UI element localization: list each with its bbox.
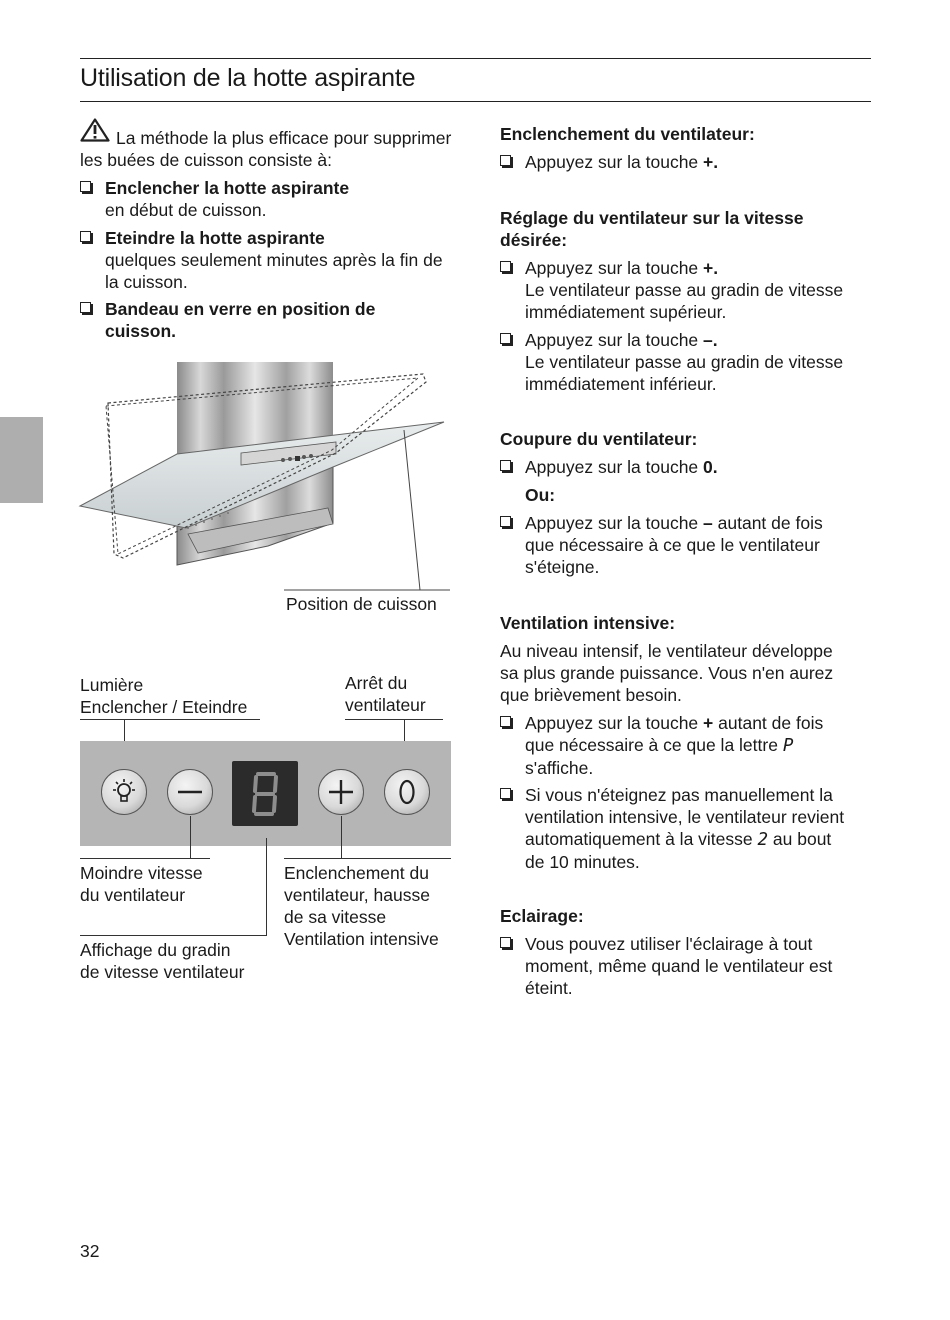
key-symbol: +.: [703, 258, 719, 278]
page-title: Utilisation de la hotte aspirante: [80, 64, 416, 92]
instruction-text: Le ventilateur passe au gradin de vitesse: [525, 352, 844, 372]
light-label-line: Enclencher / Eteindre: [80, 697, 248, 717]
instruction-text: Appuyez sur la touche: [525, 457, 704, 477]
tip-heading: Enclencher la hotte aspirante: [105, 178, 350, 198]
checkbox-icon: [500, 261, 511, 272]
instruction-item: [500, 933, 880, 999]
segment-glyph: P: [782, 736, 794, 756]
leader-line: [80, 858, 210, 859]
key-symbol: –.: [703, 330, 718, 350]
tip-heading: Bandeau en verre en position de cuisson.: [105, 299, 376, 341]
checkbox-icon: [500, 788, 511, 799]
top-rule: [80, 58, 871, 59]
instruction-text: au bout: [768, 829, 832, 849]
section-heading: Enclenchement du ventilateur:: [500, 124, 755, 144]
speed-display: [232, 761, 298, 826]
leader-line: [266, 838, 267, 936]
checkbox-icon: [80, 302, 91, 313]
instruction-text: Si vous n'éteignez pas manuellement la: [525, 785, 833, 805]
section-heading: [500, 207, 803, 251]
paragraph-line: Au niveau intensif, le ventilateur développe: [500, 641, 833, 661]
checkbox-icon: [500, 516, 511, 527]
checkbox-icon: [500, 937, 511, 948]
instruction-item: [500, 329, 880, 395]
off-label-line: Arrêt du: [345, 673, 408, 693]
instruction-text: s'éteigne.: [525, 557, 600, 577]
tip-text: quelques seulement minutes après la fin de la cuisson.: [105, 250, 443, 292]
key-symbol: +.: [703, 152, 719, 172]
plus-label-line: Ventilation intensive: [284, 929, 439, 949]
section-heading: Ventilation intensive:: [500, 613, 676, 633]
light-button[interactable]: [101, 769, 147, 815]
leader-line: [341, 816, 342, 859]
tip-item: [80, 177, 460, 221]
intro-text: La méthode la plus efficace pour supprimer les buées de cuisson consiste à:: [80, 128, 452, 170]
instruction-text: ventilation intensive, le ventilateur revient: [525, 807, 845, 827]
seven-segment-icon: [232, 761, 298, 826]
checkbox-icon: [500, 155, 511, 166]
or-text: Ou:: [525, 485, 556, 505]
instruction-text: Le ventilateur passe au gradin de vitesse: [525, 280, 844, 300]
plus-label-line: ventilateur, hausse: [284, 885, 430, 905]
instruction-item: [500, 512, 880, 578]
minus-label-line: du ventilateur: [80, 885, 186, 905]
key-symbol: –: [703, 513, 713, 533]
light-label-line: Lumière: [80, 675, 144, 695]
key-symbol: 0.: [703, 457, 718, 477]
instruction-text: immédiatement supérieur.: [525, 302, 727, 322]
plus-label-line: de sa vitesse: [284, 907, 387, 927]
paragraph-line: que brièvement besoin.: [500, 685, 682, 705]
instruction-item: [500, 456, 880, 478]
instruction-text: autant de fois: [713, 713, 824, 733]
instruction-text: Appuyez sur la touche: [525, 258, 704, 278]
instruction-text: Vous pouvez utiliser l'éclairage à tout: [525, 934, 813, 954]
plus-button[interactable]: [318, 769, 364, 815]
instruction-item: [500, 151, 880, 173]
instruction-text: s'affiche.: [525, 758, 594, 778]
section-heading: Coupure du ventilateur:: [500, 429, 698, 449]
leader-line: [284, 858, 451, 859]
paragraph-line: sa plus grande puissance. Vous n'en aurez: [500, 663, 834, 683]
display-label: [80, 939, 244, 983]
leader-line: [345, 719, 443, 720]
tip-item: [80, 298, 420, 342]
instruction-text: immédiatement inférieur.: [525, 374, 717, 394]
instruction-text: Appuyez sur la touche: [525, 513, 704, 533]
title-rule: [80, 101, 871, 102]
checkbox-icon: [80, 231, 91, 242]
plus-label: [284, 862, 439, 950]
off-button[interactable]: [384, 769, 430, 815]
hood-caption: Position de cuisson: [286, 594, 437, 614]
tip-heading: Eteindre la hotte aspirante: [105, 228, 325, 248]
paragraph: [500, 640, 880, 706]
tip-text: en début de cuisson.: [105, 200, 267, 220]
off-label: [345, 672, 426, 716]
zero-icon: [385, 770, 431, 816]
key-symbol: +: [703, 713, 714, 733]
instruction-text: Appuyez sur la touche: [525, 713, 704, 733]
display-label-line: Affichage du gradin: [80, 940, 231, 960]
instruction-text: de 10 minutes.: [525, 852, 640, 872]
checkbox-icon: [500, 333, 511, 344]
plus-icon: [319, 770, 365, 816]
tip-item: [80, 227, 460, 293]
light-bulb-icon: [102, 770, 148, 816]
hood-illustration: [78, 358, 458, 593]
off-label-line: ventilateur: [345, 695, 426, 715]
instruction-text: éteint.: [525, 978, 573, 998]
minus-label-line: Moindre vitesse: [80, 863, 203, 883]
checkbox-icon: [80, 181, 91, 192]
instruction-item: [500, 257, 880, 323]
checkbox-icon: [500, 460, 511, 471]
instruction-text: moment, même quand le ventilateur est: [525, 956, 833, 976]
minus-button[interactable]: [167, 769, 213, 815]
instruction-text: que nécessaire à ce que la lettre: [525, 735, 783, 755]
instruction-text: que nécessaire à ce que le ventilateur: [525, 535, 820, 555]
instruction-item: [500, 712, 880, 779]
instruction-text: autant de fois: [712, 513, 823, 533]
light-label: [80, 674, 247, 718]
section-heading: Eclairage:: [500, 906, 584, 926]
minus-label: [80, 862, 203, 906]
leader-line: [80, 935, 267, 936]
heading-line: Réglage du ventilateur sur la vitesse: [500, 208, 804, 228]
instruction-text: automatiquement à la vitesse: [525, 829, 758, 849]
instruction-text: Appuyez sur la touche: [525, 330, 704, 350]
heading-line: désirée:: [500, 230, 568, 250]
side-tab: [0, 417, 43, 503]
segment-glyph: 2: [757, 830, 769, 850]
minus-icon: [168, 770, 214, 816]
instruction-text: Appuyez sur la touche: [525, 152, 704, 172]
leader-line: [80, 719, 260, 720]
page-number: 32: [80, 1241, 100, 1261]
display-label-line: de vitesse ventilateur: [80, 962, 245, 982]
checkbox-icon: [500, 716, 511, 727]
instruction-item: [500, 784, 880, 873]
leader-line: [190, 816, 191, 859]
plus-label-line: Enclenchement du: [284, 863, 429, 883]
